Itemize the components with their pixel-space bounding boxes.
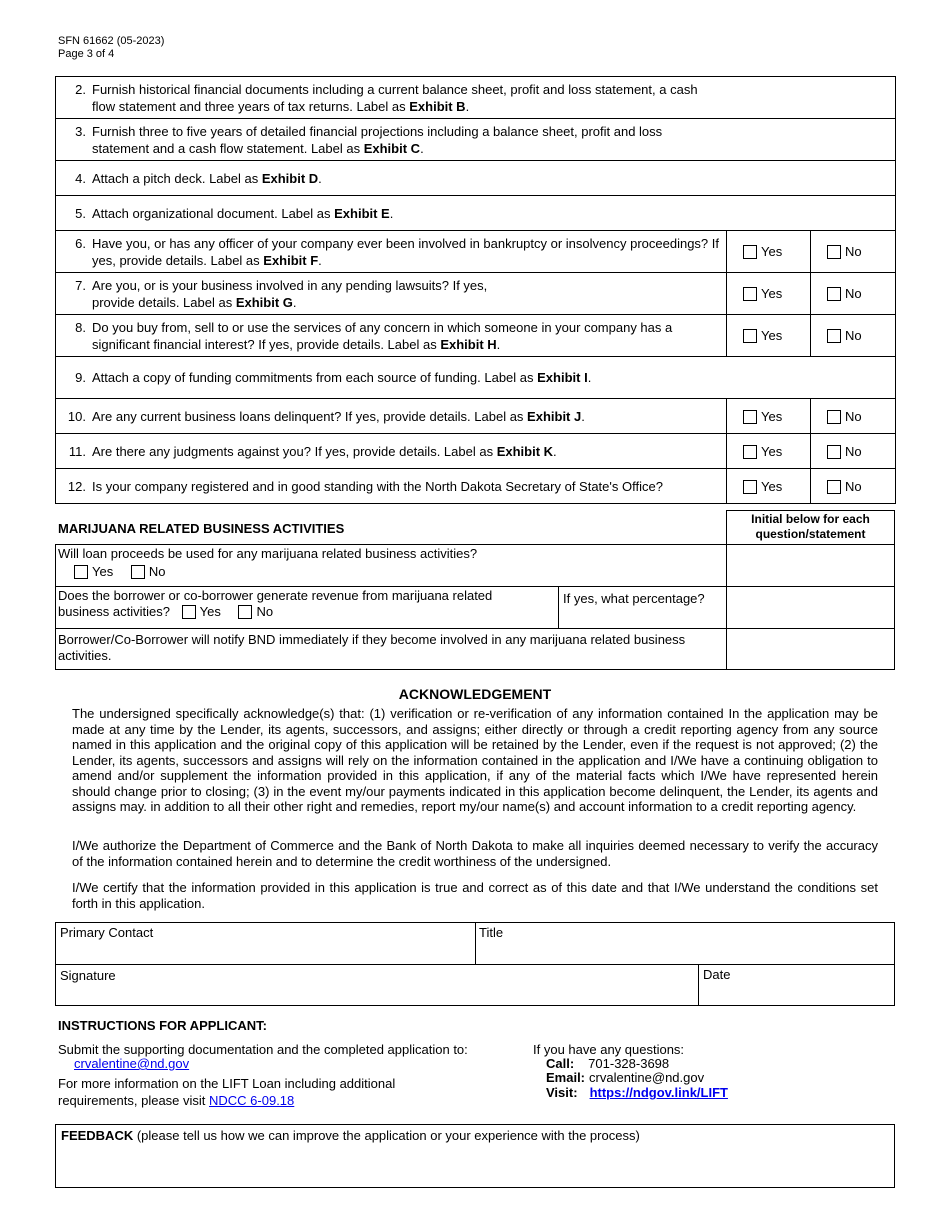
form-header: [58, 35, 164, 61]
yes-checkbox[interactable]: [74, 565, 88, 579]
yes-checkbox[interactable]: [743, 329, 757, 343]
submit-text: Submit the supporting documentation and the completed application to:: [58, 1042, 468, 1057]
initial-field[interactable]: [727, 629, 894, 670]
form-id: SFN 61662 (05-2023): [58, 35, 165, 47]
no-label: No: [256, 604, 274, 619]
no-label: No: [845, 244, 862, 259]
questions-table: [55, 76, 896, 504]
question-number: 9.: [75, 370, 86, 385]
yes-checkbox[interactable]: [743, 480, 757, 494]
yes-label: Yes: [199, 604, 221, 619]
percentage-label: If yes, what percentage?: [563, 591, 705, 606]
initial-field[interactable]: [727, 587, 894, 628]
more-info-line-1: For more information on the LIFT Loan including additional: [58, 1076, 396, 1091]
signature-label: Signature: [60, 968, 116, 983]
contact-visit: [546, 1085, 728, 1101]
more-info-text: requirements, please visit: [58, 1093, 210, 1108]
question-text: Furnish historical financial documents including a current balance sheet, profit and loss statement, a cash flow statement and three years of tax returns. Label as: [92, 81, 698, 114]
yes-checkbox[interactable]: [182, 605, 196, 619]
exhibit-label: Exhibit E: [334, 205, 390, 221]
initial-field[interactable]: [727, 545, 894, 586]
feedback-label: FEEDBACK: [61, 1128, 134, 1143]
no-checkbox[interactable]: [827, 410, 841, 424]
title-field[interactable]: [476, 940, 894, 963]
acknowledgement-paragraph-2: I/We authorize the Department of Commerce and the Bank of North Dakota to make all inquiries deemed necessary to verify the accuracy of the information contained herein and to determine the credit worthiness of the undersigned.: [72, 838, 878, 869]
question-text: Have you, or has any officer of your company ever been involved in bankruptcy or insolvency proceedings? If yes, provide details. Label as: [92, 235, 719, 268]
acknowledgement-paragraph-3: I/We certify that the information provided in this application is true and correct as of this date and that I/We understand the conditions set forth in this application.: [72, 880, 878, 911]
yes-label: Yes: [761, 286, 783, 301]
question-row: [56, 469, 896, 504]
no-label: No: [845, 408, 862, 424]
no-label: No: [845, 328, 862, 343]
marijuana-q1: Will loan proceeds be used for any marijuana related business activities?: [58, 546, 478, 561]
question-number: 2.: [75, 81, 86, 97]
question-row: [56, 434, 896, 469]
acknowledgement-paragraph-1: The undersigned specifically acknowledge(s) that: (1) verification or re-verification of any information contained In the application may be made at any time by the Lender, its agents, successors, and assigns; either directly or through a credit reporting agency from any source named in this application and the original copy of this application will be retained by the Lender, even if the request is not approved; (2) the Lender, its agents, successors and assigns will rely on the information contained in the application and I/We have a continuing obligation to amend and/or supplement the information provided in this application, if any of the material facts which I/We have represented herein should change prior to closing; (3) in the event my/our payments indicated in this application become delinquent, the Lender, its agents and assigns may. in addition to all their other right and remedies, report my/our name(s) and account information to a credit reporting agency.: [72, 706, 878, 814]
question-number: 3.: [75, 123, 86, 139]
exhibit-label: Exhibit H: [440, 336, 497, 352]
no-label: No: [845, 443, 862, 459]
question-number: 11.: [68, 443, 86, 459]
no-label: No: [845, 286, 862, 301]
marijuana-section-title: MARIJUANA RELATED BUSINESS ACTIVITIES: [58, 521, 345, 536]
date-field[interactable]: [699, 984, 894, 1005]
question-suffix: .: [420, 140, 424, 156]
question-text: Are any current business loans delinquent? If yes, provide details. Label as: [92, 408, 528, 424]
call-value: 701-328-3698: [588, 1056, 670, 1071]
marijuana-q3: Borrower/Co-Borrower will notify BND immediately if they become involved in any marijuana related business activities.: [58, 632, 686, 663]
feedback-heading: [61, 1128, 640, 1144]
page-number: Page 3 of 4: [58, 48, 115, 60]
no-checkbox[interactable]: [827, 329, 841, 343]
yes-label: Yes: [761, 244, 783, 259]
instructions-heading: INSTRUCTIONS FOR APPLICANT:: [58, 1018, 267, 1033]
question-number: 12.: [67, 478, 86, 494]
email-value: crvalentine@nd.gov: [589, 1070, 705, 1085]
marijuana-q2-text: Does the borrower or co-borrower generate revenue from marijuana related business activities?: [58, 588, 493, 619]
visit-label: Visit:: [546, 1085, 578, 1100]
question-number: 5.: [75, 205, 86, 221]
no-checkbox[interactable]: [131, 565, 145, 579]
yes-checkbox[interactable]: [743, 445, 757, 459]
yes-checkbox[interactable]: [743, 410, 757, 424]
contact-email: [546, 1070, 704, 1086]
no-checkbox[interactable]: [827, 245, 841, 259]
question-row: [56, 399, 896, 434]
question-suffix: .: [581, 408, 585, 424]
yes-label: Yes: [761, 443, 783, 459]
exhibit-label: Exhibit G: [235, 294, 293, 310]
question-suffix: .: [587, 370, 592, 385]
email-label: Email:: [546, 1070, 586, 1085]
question-suffix: .: [318, 252, 322, 268]
question-number: 6.: [75, 235, 86, 251]
question-number: 8.: [75, 319, 86, 335]
no-checkbox[interactable]: [827, 287, 841, 301]
more-info-line-2: [58, 1093, 294, 1109]
question-text: Do you buy from, sell to or use the services of any concern in which someone in your company has a significant financial interest? If yes, provide details. Label as: [92, 319, 673, 352]
submit-email-link[interactable]: crvalentine@nd.gov: [74, 1056, 190, 1071]
questions-text: If you have any questions:: [533, 1042, 685, 1057]
signature-field[interactable]: [56, 984, 697, 1005]
call-label: Call:: [546, 1056, 575, 1071]
yes-label: Yes: [761, 478, 783, 494]
question-row: [56, 161, 896, 196]
yes-label: Yes: [761, 328, 783, 343]
question-row: [56, 77, 896, 119]
question-suffix: .: [318, 170, 322, 186]
question-number: 4.: [75, 170, 86, 186]
yes-label: Yes: [761, 408, 783, 424]
no-checkbox[interactable]: [827, 445, 841, 459]
question-row: [56, 119, 896, 161]
question-text: Is your company registered and in good standing with the North Dakota Secretary of State's Office?: [92, 478, 663, 494]
question-row: [56, 315, 896, 357]
marijuana-q2: [58, 588, 538, 620]
acknowledgement-title: ACKNOWLEDGEMENT: [398, 686, 552, 702]
no-checkbox[interactable]: [827, 480, 841, 494]
yes-label: Yes: [92, 564, 114, 579]
initial-header: Initial below for each question/statement: [751, 512, 870, 541]
primary-contact-label: Primary Contact: [60, 925, 154, 940]
exhibit-label: Exhibit B: [409, 98, 466, 114]
question-suffix: .: [465, 98, 470, 114]
primary-contact-field[interactable]: [56, 940, 474, 963]
no-checkbox[interactable]: [238, 605, 252, 619]
question-suffix: .: [292, 294, 297, 310]
exhibit-label: Exhibit K: [496, 443, 554, 459]
marijuana-q1-options: [74, 564, 165, 579]
visit-link[interactable]: https://ndgov.link/LIFT: [589, 1085, 728, 1100]
no-label: No: [845, 478, 862, 494]
question-row: [56, 231, 896, 273]
yes-checkbox[interactable]: [743, 287, 757, 301]
question-text: Attach a pitch deck. Label as: [92, 170, 262, 186]
question-suffix: .: [553, 443, 557, 459]
question-text: Are there any judgments against you? If yes, provide details. Label as: [92, 443, 497, 459]
no-label: No: [148, 564, 166, 579]
question-row: [56, 273, 896, 315]
exhibit-label: Exhibit I: [537, 370, 588, 385]
question-row: [56, 196, 896, 231]
question-suffix: .: [389, 205, 394, 221]
title-label: Title: [479, 925, 504, 940]
feedback-text: (please tell us how we can improve the application or your experience with the process): [133, 1128, 640, 1143]
question-number: 10.: [67, 408, 86, 424]
question-number: 7.: [75, 277, 86, 293]
exhibit-label: Exhibit C: [363, 140, 421, 156]
question-row: [56, 357, 896, 399]
yes-checkbox[interactable]: [743, 245, 757, 259]
date-label: Date: [703, 967, 731, 982]
exhibit-label: Exhibit J: [527, 408, 582, 424]
question-suffix: .: [496, 336, 501, 352]
exhibit-label: Exhibit D: [261, 170, 319, 186]
question-text: Attach a copy of funding commitments from each source of funding. Label as: [92, 370, 538, 385]
ndcc-link[interactable]: NDCC 6-09.18: [209, 1093, 295, 1108]
exhibit-label: Exhibit F: [263, 252, 319, 268]
question-text: Attach organizational document. Label as: [92, 205, 335, 221]
question-text: Are you, or is your business involved in any pending lawsuits? If yes, provide details. Label as: [92, 277, 488, 310]
question-text: Furnish three to five years of detailed financial projections including a balance sheet, profit and loss statement and a cash flow statement. Label as: [92, 123, 663, 156]
